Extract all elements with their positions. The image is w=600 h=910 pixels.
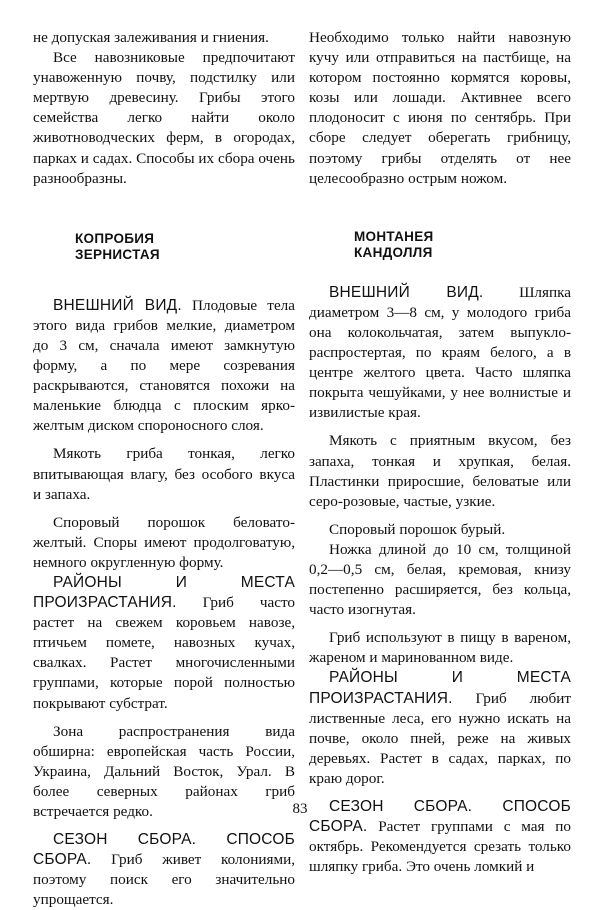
right-stem-paragraph: Ножка длиной до 10 см, толщиной 0,2—0,5 см, белая, кремовая, книзу постепенно расширяется, без кольца, часто изогнутая. — [309, 540, 571, 619]
left-spore-paragraph: Споровый порошок беловато-желтый. Споры имеют продолговатую, немного округленную форму. — [33, 513, 295, 571]
right-appearance-paragraph — [309, 283, 571, 424]
species-heading-line1: МОНТАНЕЯ — [354, 228, 434, 244]
right-usage-paragraph: Гриб используют в пищу в вареном, жареном и маринованном виде. — [309, 629, 571, 667]
right-regions-paragraph — [309, 668, 571, 789]
left-appearance-paragraph — [33, 296, 295, 437]
right-appearance-text: Шляпка диаметром 3—8 см, у молодого гриба она колокольчатая, затем выпукло-распростертая, по краям белого, а в центре желтого цвета. Часто шляпка покрыта чешуйками, у нее волнистые и извилистые края. — [309, 283, 571, 422]
left-appearance-label: ВНЕШНИЙ ВИД. — [53, 296, 182, 314]
left-regions-text: Гриб часто растет на свежем коровьем навозе, птичьем помете, навозных кучах, свалках. Растет многочисленными группами, которые порой полностью покрывают субстрат. — [33, 594, 295, 712]
right-season-text: Растет группами с мая по октябрь. Рекомендуется срезать только шляпку гриба. Это очень ломкий и — [309, 818, 572, 876]
left-zone-paragraph: Зона распространения вида обширна: европейская часть России, Украина, Дальний Восток, Урал. В более северных районах гриб встречается редко. — [33, 722, 295, 820]
left-season-paragraph — [33, 830, 295, 910]
left-paragraph-dung-fungi: Все навозниковые предпочитают унавоженную почву, подстилку или мертвую древесину. Грибы этого семейства легко найти около животноводческих ферм, в огородах, парках и садах. Способы их сбора очень разнообразны. — [33, 49, 295, 187]
left-regions-label: РАЙОНЫ И МЕСТА ПРОИЗРАСТАНИЯ. — [33, 573, 295, 612]
right-flesh-paragraph: Мякоть с приятным вкусом, без запаха, тонкая и хрупкая, белая. Пластинки приросшие, беловатые или серо-розовые, частые, узкие. — [309, 432, 571, 510]
species-heading-coprobia — [75, 231, 295, 263]
left-appearance-text: Плодовые тела этого вида грибов мелкие, диаметром до 3 см, сначала имеют замкнутую форму, а по мере созревания раскрываются, становятся похожи на маленькие блюдца с плоским ярко-желтым диском спороносного слоя. — [33, 296, 296, 435]
right-regions-label: РАЙОНЫ И МЕСТА ПРОИЗРАСТАНИЯ. — [309, 669, 571, 707]
left-column — [33, 28, 295, 910]
right-appearance-label: ВНЕШНИЙ ВИД. — [329, 283, 484, 301]
left-regions-paragraph — [33, 573, 295, 714]
species-heading-line2: КАНДОЛЛЯ — [354, 244, 433, 260]
species-heading-montanea — [354, 229, 571, 261]
page-number: 83 — [292, 801, 308, 817]
left-season-label: СЕЗОН СБОРА. СПОСОБ СБОРА. — [33, 831, 295, 869]
right-season-label: СЕЗОН СБОРА. СПОСОБ СБОРА. — [309, 798, 571, 836]
right-spore-paragraph: Споровый порошок бурый. — [329, 520, 506, 538]
left-flesh-paragraph: Мякоть гриба тонкая, легко впитывающая влагу, без особого вкуса и запаха. — [33, 445, 295, 503]
species-heading-line1: КОПРОБИЯ — [75, 230, 155, 246]
left-season-text: Гриб живет колониями, поэтому поиск его значительно упрощается. — [33, 851, 295, 909]
right-column — [309, 28, 571, 877]
right-paragraph-continuation: Необходимо только найти навозную кучу или отправиться на пастбище, на котором постоянно кормятся коровы, козы или лошади. Активнее всего плодоносит с июня по сентябрь. При сборе следует оберегать грибницу, поэтому грибы отделять от нее целесообразно острым ножом. — [309, 29, 571, 187]
right-regions-text: Гриб любит лиственные леса, его нужно искать на почве, около пней, реже на живых деревьях. Растет в садах, парках, по краю дорог. — [309, 689, 571, 787]
left-paragraph-continuation: не допуская залеживания и гниения. — [33, 29, 269, 46]
species-heading-line2: ЗЕРНИСТАЯ — [75, 246, 160, 262]
